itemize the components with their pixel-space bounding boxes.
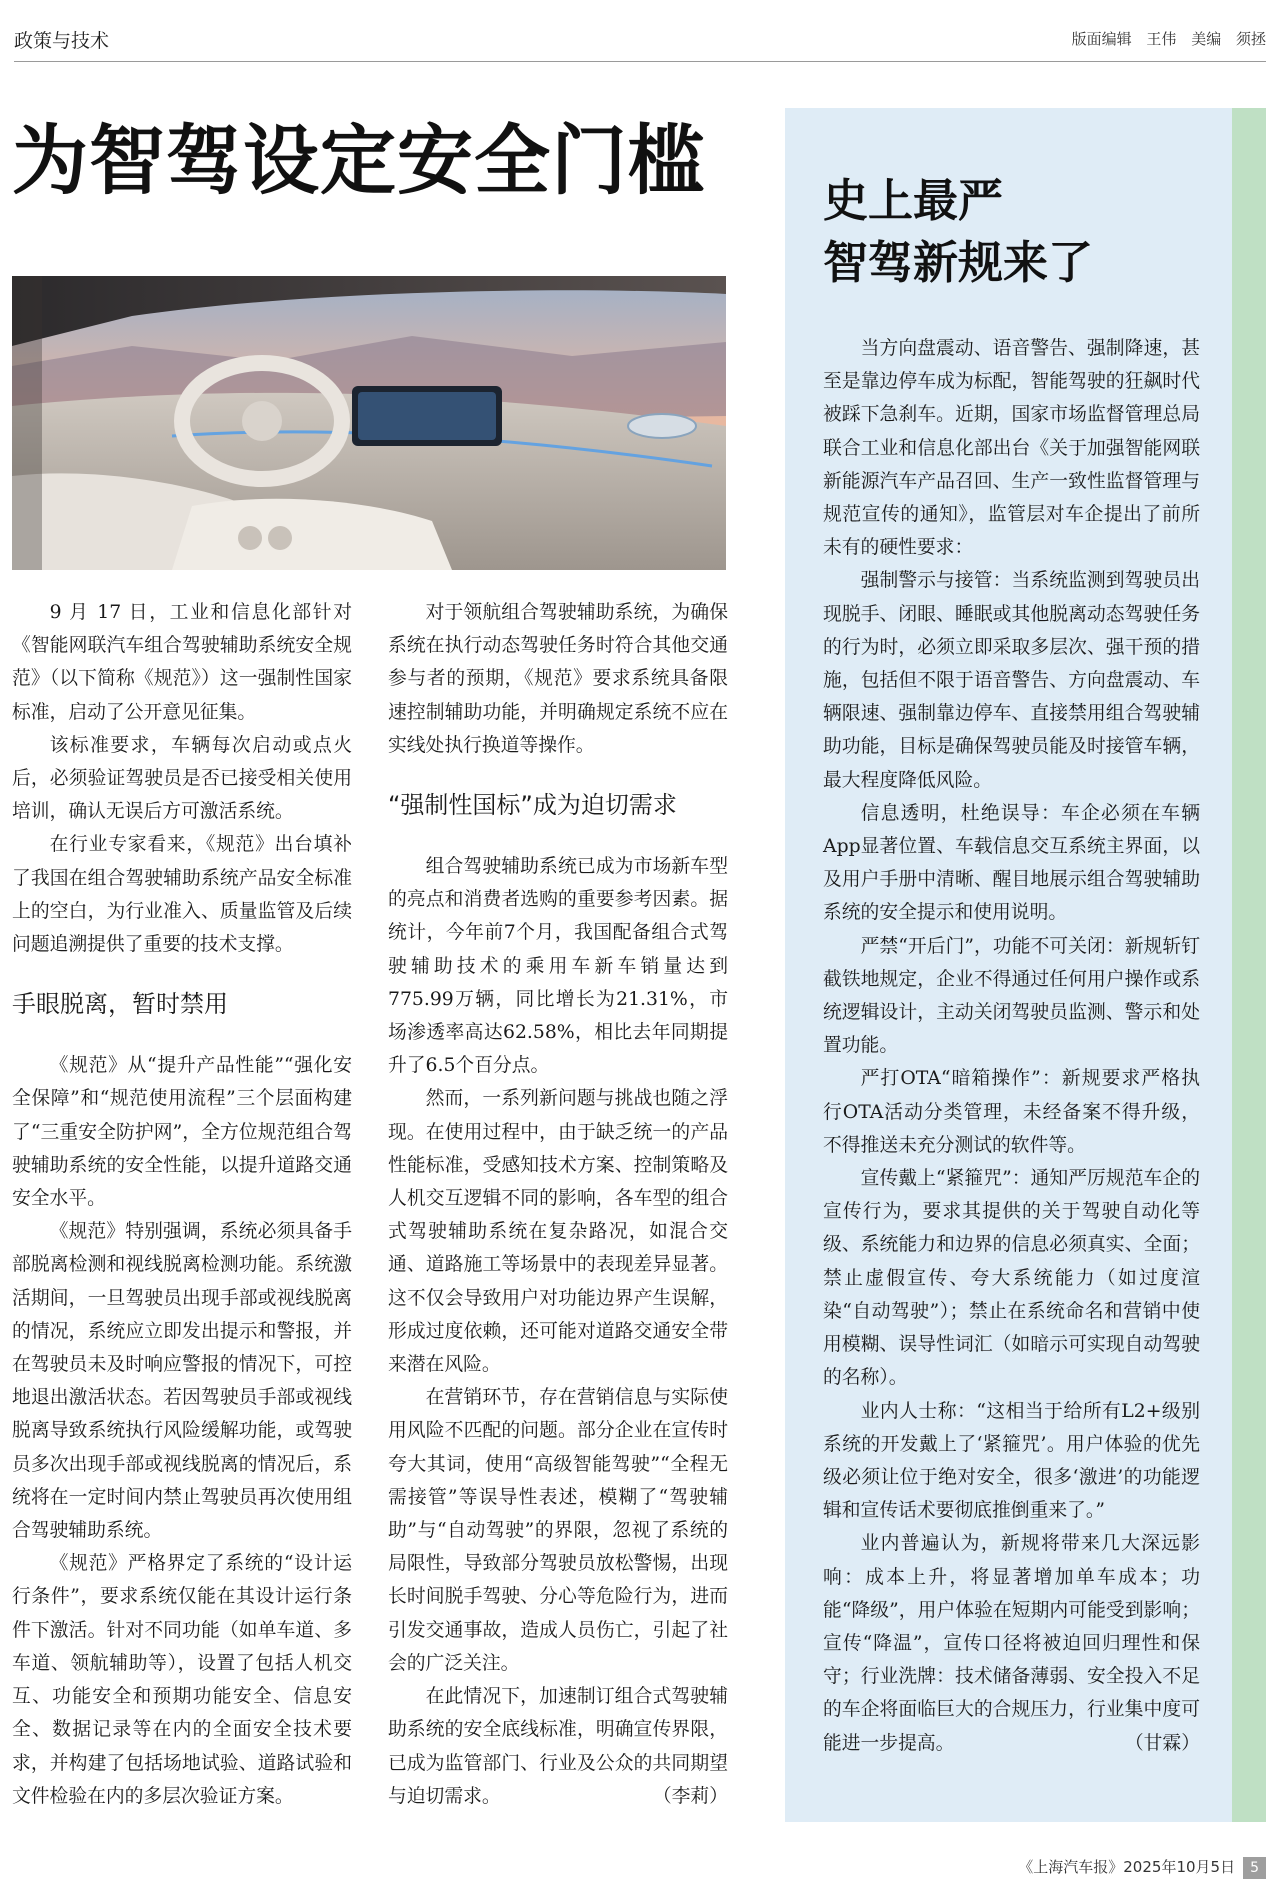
paragraph: 宣传戴上“紧箍咒”：通知严厉规范车企的宣传行为，要求其提供的关于驾驶自动化等级、系统能力和边界的信息必须真实、全面；禁止虚假宣传、夸大系统能力（如过度渲染“自动驾驶”）；禁止在系统命名和营销中使用模糊、误导性词汇（如暗示可实现自动驾驶的名称）。 xyxy=(823,1168,1200,1389)
paragraph: 强制警示与接管：当系统监测到驾驶员出现脱手、闭眼、睡眠或其他脱离动态驾驶任务的行为时，必须立即采取多层次、强干预的措施，包括但不限于语音警告、方向盘震动、车辆限速、强制靠边停车、直接禁用组合驾驶辅助功能，目标是确保驾驶员能及时接管车辆，最大程度降低风险。 xyxy=(823,570,1200,791)
accent-strip xyxy=(1232,108,1266,1822)
sidebar-title xyxy=(823,170,1093,294)
editor-role-label: 版面编辑 xyxy=(1071,30,1132,48)
section-label: 政策与技术 xyxy=(14,30,110,52)
paragraph: 9 月 17 日，工业和信息化部针对《智能网联汽车组合驾驶辅助系统安全规范》（以下简称《规范》）这一强制性国家标准，启动了公开意见征集。 xyxy=(12,602,352,723)
paragraph: 《规范》严格界定了系统的“设计运行条件”，要求系统仅能在其设计运行条件下激活。针对不同功能（如单车道、多车道、领航辅助等），设置了包括人机交互、功能安全和预期功能安全、信息安全、数据记录等在内的全面安全技术要求，并构建了包括场地试验、道路试验和文件检验在内的多层次验证方案。 xyxy=(12,1553,352,1807)
paragraph: 《规范》从“提升产品性能”“强化安全保障”和“规范使用流程”三个层面构建了“三重安全防护网”，全方位规范组合驾驶辅助系统的安全性能，以提升道路交通安全水平。 xyxy=(12,1055,352,1210)
sidebar-byline: （甘霖） xyxy=(1124,1732,1200,1754)
paragraph: 信息透明，杜绝误导：车企必须在车辆App显著位置、车载信息交互系统主界面，以及用户手册中清晰、醒目地展示组合驾驶辅助系统的安全提示和使用说明。 xyxy=(823,802,1200,924)
sidebar-body xyxy=(823,332,1200,1760)
sidebar-title-line: 智驾新规来了 xyxy=(823,236,1094,289)
paragraph: 组合驾驶辅助系统已成为市场新车型的亮点和消费者选购的重要参考因素。据统计，今年前7个月，我国配备组合式驾驶辅助技术的乘用车新车销量达到775.99万辆，同比增长为21.31%，市场渗透率高达62.58%，相比去年同期提升了6.5个百分点。 xyxy=(388,856,728,1077)
car-interior-illustration xyxy=(12,276,726,570)
paragraph: 在行业专家看来，《规范》出台填补了我国在组合驾驶辅助系统产品安全标准上的空白，为行业准入、质量监管及后续问题追溯提供了重要的技术支撑。 xyxy=(12,834,352,956)
main-headline: 为智驾设定安全门槛 xyxy=(12,116,705,205)
page-footer xyxy=(1018,1856,1266,1879)
page-header xyxy=(14,22,1266,62)
paragraph: 然而，一系列新问题与挑战也随之浮现。在使用过程中，由于缺乏统一的产品性能标准，受感知技术方案、控制策略及人机交互逻辑不同的影响，各车型的组合式驾驶辅助系统在复杂路况，如混合交通、道路施工等场景中的表现差异显著。这不仅会导致用户对功能边界产生误解，形成过度依赖，还可能对道路交通安全带来潜在风险。 xyxy=(388,1088,728,1376)
sidebar-title-line: 史上最严 xyxy=(823,174,1004,227)
paragraph: 《规范》特别强调，系统必须具备手部脱离检测和视线脱离检测功能。系统激活期间，一旦驾驶员出现手部或视线脱离的情况，系统应立即发出提示和警报，并在驾驶员未及时响应警报的情况下，可控地退出激活状态。若因驾驶员手部或视线脱离导致系统执行风险缓解功能，或驾驶员多次出现手部或视线脱离的情况后，系统将在一定时间内禁止驾驶员再次使用组合驾驶辅助系统。 xyxy=(12,1221,352,1542)
subheading-mandatory-standard: “强制性国标”成为迫切需求 xyxy=(388,791,677,820)
publication-date: 《上海汽车报》2025年10月5日 xyxy=(1018,1858,1236,1876)
paragraph-last: 在此情况下，加速制订组合式驾驶辅助系统的安全底线标准，明确宣传界限，已成为监管部门、行业及公众的共同期望与迫切需求。 （李莉） xyxy=(388,1680,728,1813)
article-column-2 xyxy=(388,596,728,1813)
designer-role-label: 美编 xyxy=(1191,30,1222,48)
editor-credits xyxy=(1062,28,1266,49)
article-column-1 xyxy=(12,596,352,1813)
paragraph: 对于领航组合驾驶辅助系统，为确保系统在执行动态驾驶任务时符合其他交通参与者的预期，《规范》要求系统具备限速控制辅助功能，并明确规定系统不应在实线处执行换道等操作。 xyxy=(388,602,728,756)
paragraph: 在营销环节，存在营销信息与实际使用风险不匹配的问题。部分企业在宣传时夸大其词，使用“高级智能驾驶”“全程无需接管”等误导性表述，模糊了“驾驶辅助”与“自动驾驶”的界限，忽视了系统的局限性，导致部分驾驶员放松警惕，出现长时间脱手驾驶、分心等危险行为，进而引发交通事故，造成人员伤亡，引起了社会的广泛关注。 xyxy=(388,1387,728,1674)
sidebar-box xyxy=(785,108,1232,1822)
paragraph: 业内人士称：“这相当于给所有L2+级别系统的开发戴上了‘紧箍咒’。用户体验的优先级必须让位于绝对安全，很多‘激进’的功能逻辑和宣传话术要彻底推倒重来了。” xyxy=(823,1400,1200,1522)
subheading-hands-eyes: 手眼脱离，暂时禁用 xyxy=(12,990,228,1019)
paragraph: 严打OTA“暗箱操作”：新规要求严格执行OTA活动分类管理，未经备案不得升级，不得推送未充分测试的软件等。 xyxy=(823,1068,1200,1156)
paragraph: 当方向盘震动、语音警告、强制降速，甚至是靠边停车成为标配，智能驾驶的狂飙时代被踩下急刹车。近期，国家市场监督管理总局联合工业和信息化部出台《关于加强智能网联新能源汽车产品召回、生产一致性监督管理与规范宣传的通知》，监管层对车企提出了前所未有的硬性要求： xyxy=(823,338,1200,559)
paragraph-last: 业内普遍认为，新规将带来几大深远影响：成本上升，将显著增加单车成本；功能“降级”，用户体验在短期内可能受到影响；宣传“降温”，宣传口径将被迫回归理性和保守；行业洗牌：技术储备薄弱、安全投入不足的车企将面临巨大的合规压力，行业集中度可能进一步提高。 （甘霖） xyxy=(823,1527,1200,1759)
car-interior-photo xyxy=(12,276,726,570)
page-number: 5 xyxy=(1243,1857,1266,1879)
author-byline: （李莉） xyxy=(652,1785,728,1807)
designer-name: 须拯 xyxy=(1235,30,1266,48)
paragraph: 该标准要求，车辆每次启动或点火后，必须验证驾驶员是否已接受相关使用培训，确认无误后方可激活系统。 xyxy=(12,734,352,823)
editor-name: 王伟 xyxy=(1146,30,1177,48)
paragraph: 严禁“开后门”，功能不可关闭：新规斩钉截铁地规定，企业不得通过任何用户操作或系统逻辑设计，主动关闭驾驶员监测、警示和处置功能。 xyxy=(823,935,1200,1057)
